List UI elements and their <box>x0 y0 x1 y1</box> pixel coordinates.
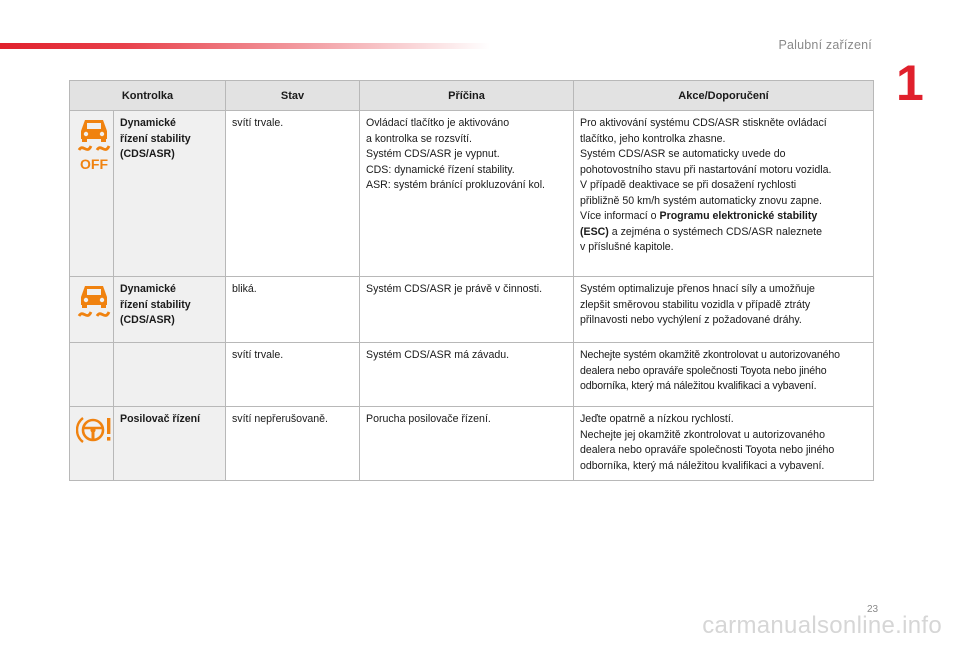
indicator-name: Dynamické řízení stability (CDS/ASR) <box>114 277 226 343</box>
column-header-action: Akce/Doporučení <box>574 81 874 111</box>
action-cell: Nechejte systém okamžitě zkontrolovat u autorizovaného dealera nebo opraváře společnosti Toyota nebo jiného odborníka, který má náležitou kvalifikaci a vybavení. <box>574 343 874 407</box>
indicator-icon-cell <box>70 407 114 481</box>
state-cell: svítí trvale. <box>226 343 360 407</box>
section-title: Palubní zařízení <box>778 38 872 52</box>
state-cell: svítí trvale. <box>226 111 360 277</box>
table-row <box>70 277 874 343</box>
cause-cell: Porucha posilovače řízení. <box>360 407 574 481</box>
esc-link-text: Programu elektronické stability <box>659 210 818 222</box>
indicator-icon-cell <box>70 111 114 277</box>
column-header-indicator: Kontrolka <box>70 81 226 111</box>
stability-control-icon <box>76 282 112 322</box>
indicator-name: Dynamické řízení stability (CDS/ASR) <box>114 111 226 277</box>
action-cell: Pro aktivování systému CDS/ASR stiskněte ovládací tlačítko, jeho kontrolka zhasne. Systém CDS/ASR se automaticky uvede do pohotovostního stavu při nastartování motoru vozidla. V případě deaktivace se při dosažení rychlosti přibližně 50 km/h systém automaticky znovu zapne. Více informací o Programu elektronické stability (ESC) a zejména o systémech CDS/ASR naleznete v příslušné kapitole. <box>574 111 874 277</box>
indicator-name: Posilovač řízení <box>114 407 226 481</box>
state-cell: svítí nepřerušovaně. <box>226 407 360 481</box>
table-row <box>70 407 874 481</box>
warning-lights-table <box>69 80 874 481</box>
table-row <box>70 343 874 407</box>
cause-cell: Systém CDS/ASR má závadu. <box>360 343 574 407</box>
stability-control-off-icon <box>76 116 112 172</box>
cause-cell: Systém CDS/ASR je právě v činnosti. <box>360 277 574 343</box>
cause-cell: Ovládací tlačítko je aktivováno a kontrolka se rozsvítí. Systém CDS/ASR je vypnut. CDS: dynamické řízení stability. ASR: systém bránící prokluzování kol. <box>360 111 574 277</box>
page-number: 23 <box>867 604 879 615</box>
watermark: carmanualsonline.info <box>702 612 942 639</box>
header-accent-bar <box>0 43 490 49</box>
table-row <box>70 111 874 277</box>
power-steering-warning-icon <box>76 412 114 448</box>
action-cell: Systém optimalizuje přenos hnací síly a umožňuje zlepšit směrovou stabilitu vozidla v případě ztráty přilnavosti nebo vychýlení z požadované dráhy. <box>574 277 874 343</box>
column-header-state: Stav <box>226 81 360 111</box>
indicator-name <box>114 343 226 407</box>
off-label: OFF <box>80 156 108 172</box>
indicator-icon-cell <box>70 343 114 407</box>
column-header-cause: Příčina <box>360 81 574 111</box>
chapter-number: 1 <box>896 55 924 111</box>
action-cell: Jeďte opatrně a nízkou rychlostí. Nechejte jej okamžitě zkontrolovat u autorizovaného dealera nebo opraváře společnosti Toyota nebo jiného odborníka, který má náležitou kvalifikaci a vybavení. <box>574 407 874 481</box>
table-header-row <box>70 81 874 111</box>
indicator-icon-cell <box>70 277 114 343</box>
state-cell: bliká. <box>226 277 360 343</box>
